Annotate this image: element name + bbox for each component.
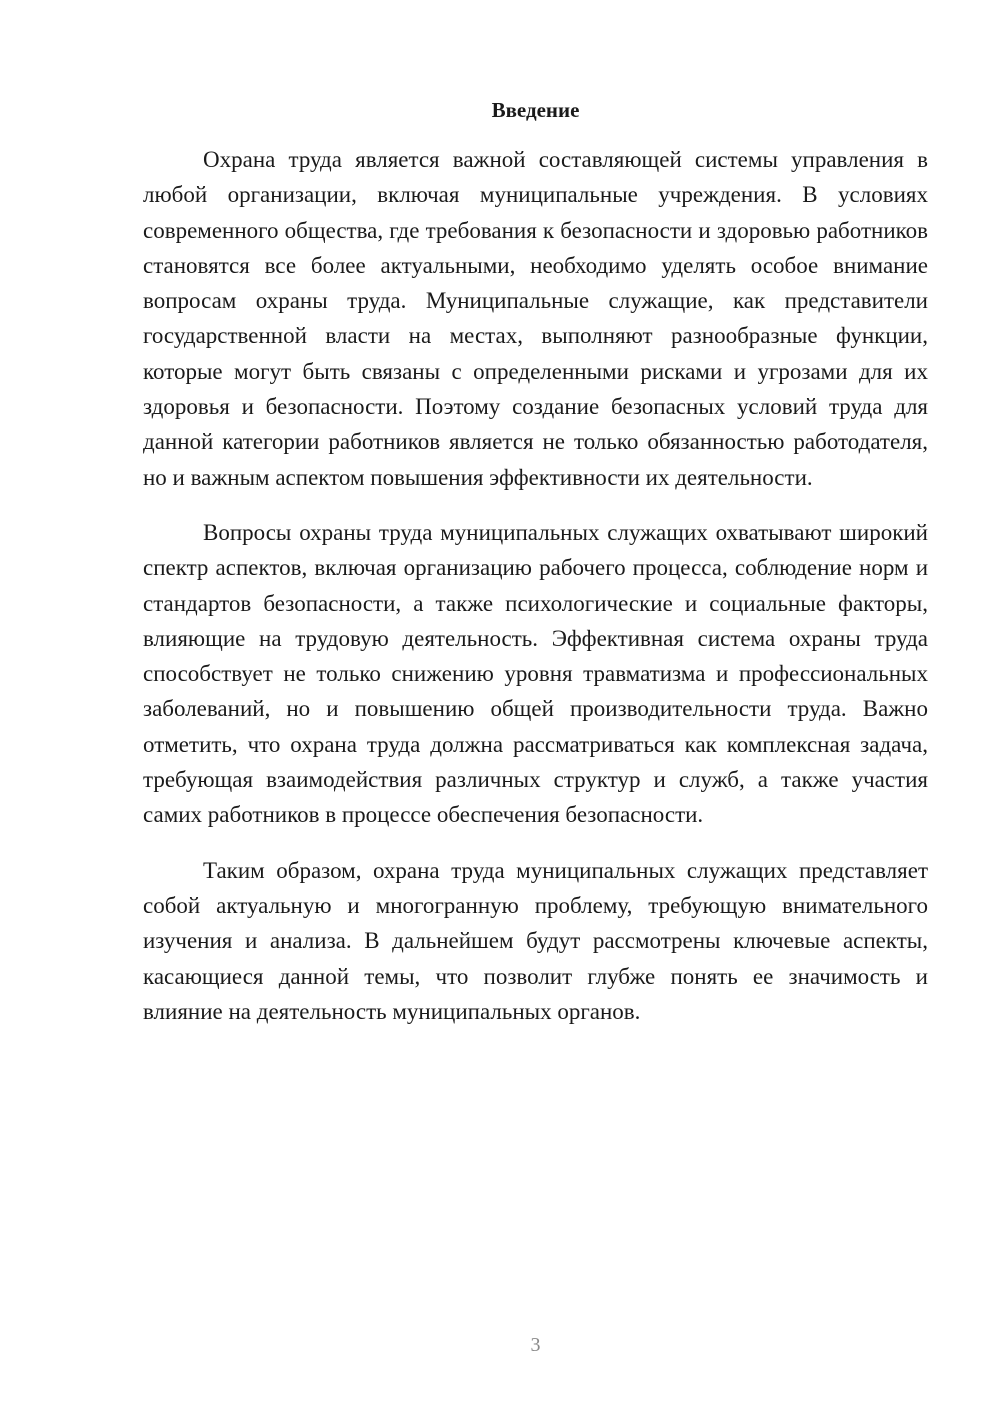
paragraph-2: Вопросы охраны труда муниципальных служащих охватывают широкий спектр аспектов, включая организацию рабочего процесса, соблюдение норм и стандартов безопасности, а также психологические и социальные факторы, влияющие на трудовую деятельность. Эффективная система охраны труда способствует не только снижению уровня травматизма и профессиональных заболеваний, но и повышению общей производительности труда. Важно отметить, что охрана труда должна рассматриваться как комплексная задача, требующая взаимодействия различных структур и служб, а также участия самих работников в процессе обеспечения безопасности.: [143, 519, 928, 828]
paragraph-3: Таким образом, охрана труда муниципальных служащих представляет собой актуальную и многогранную проблему, требующую внимательного изучения и анализа. В дальнейшем будут рассмотрены ключевые аспекты, касающиеся данной темы, что позволит глубже понять ее значимость и влияние на деятельность муниципальных органов.: [143, 857, 928, 1024]
section-title: Введение: [491, 98, 580, 122]
document-body: [143, 142, 928, 1049]
paragraph-1: Охрана труда является важной составляющей системы управления в любой организации, включая муниципальные учреждения. В условиях современного общества, где требования к безопасности и здоровью работников становятся все более актуальными, необходимо уделять особое внимание вопросам охраны труда. Муниципальные служащие, как представители государственной власти на местах, выполняют разнообразные функции, которые могут быть связаны с определенными рисками и угрозами для их здоровья и безопасности. Поэтому создание безопасных условий труда для данной категории работников является не только обязанностью работодателя, но и важным аспектом повышения эффективности их деятельности.: [143, 147, 928, 490]
page-number: 3: [530, 1334, 541, 1356]
